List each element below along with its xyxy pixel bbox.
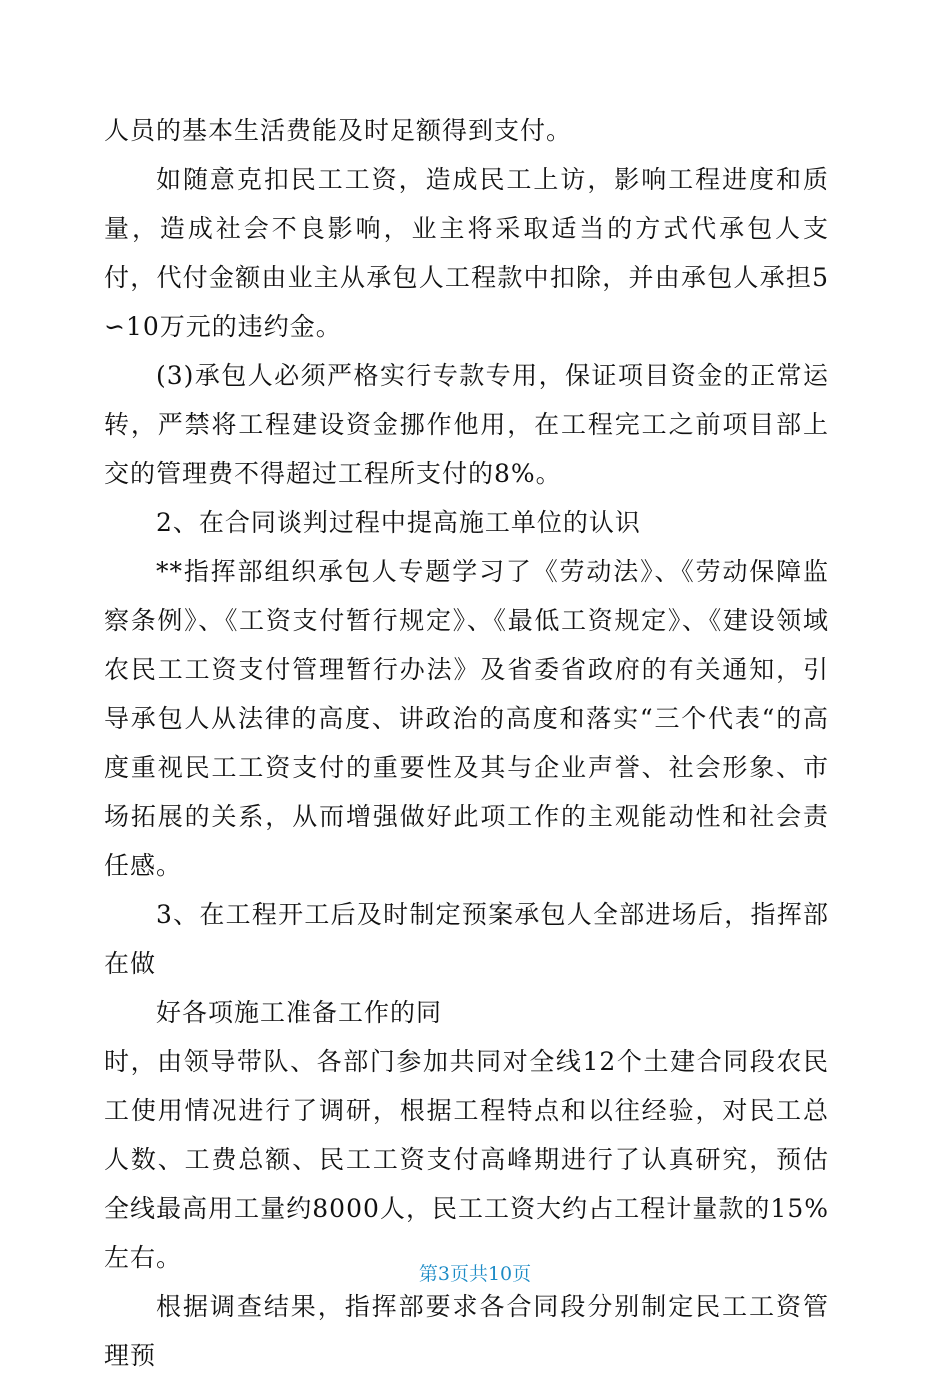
section-heading-2: 2、在合同谈判过程中提高施工单位的认识	[156, 508, 641, 537]
section-heading-3: 3、在工程开工后及时制定预案承包人全部进场后，指挥部在做	[104, 900, 829, 978]
paragraph-continuation: 人员的基本生活费能及时足额得到支付。	[104, 116, 573, 145]
paragraph-survey-results: 根据调查结果，指挥部要求各合同段分别制定民工工资管理预	[104, 1292, 829, 1370]
paragraph-law-study: **指挥部组织承包人专题学习了《劳动法》、《劳动保障监察条例》、《工资支付暂行规定》、《最低工资规定》、《建设领域农民工工资支付管理暂行办法》及省委省政府的有关通知，引导承包人从法律的高度、讲政治的高度和落实“三个代表“的高度重视民工工资支付的重要性及其与企业声誉、社会形象、市场拓展的关系，从而增强做好此项工作的主观能动性和社会责任感。	[104, 557, 829, 880]
page-number-footer: 第3页共10页	[418, 1263, 532, 1285]
section-heading-3-continued: 好各项施工准备工作的同	[156, 998, 443, 1027]
paragraph-special-funds: (3)承包人必须严格实行专款专用，保证项目资金的正常运转，严禁将工程建设资金挪作他用，在工程完工之前项目部上交的管理费不得超过工程所支付的8%。	[104, 361, 829, 488]
paragraph-survey: 时，由领导带队、各部门参加共同对全线12个土建合同段农民工使用情况进行了调研，根据工程特点和以往经验，对民工总人数、工费总额、民工工资支付高峰期进行了认真研究，预估全线最高用工量约8000人，民工工资大约占工程计量款的15%左右。	[104, 1047, 829, 1272]
document-body	[104, 106, 829, 1380]
paragraph-wage-deduction-penalty: 如随意克扣民工工资，造成民工上访，影响工程进度和质量，造成社会不良影响，业主将采取适当的方式代承包人支付，代付金额由业主从承包人工程款中扣除，并由承包人承担5∽10万元的违约金。	[104, 165, 829, 341]
